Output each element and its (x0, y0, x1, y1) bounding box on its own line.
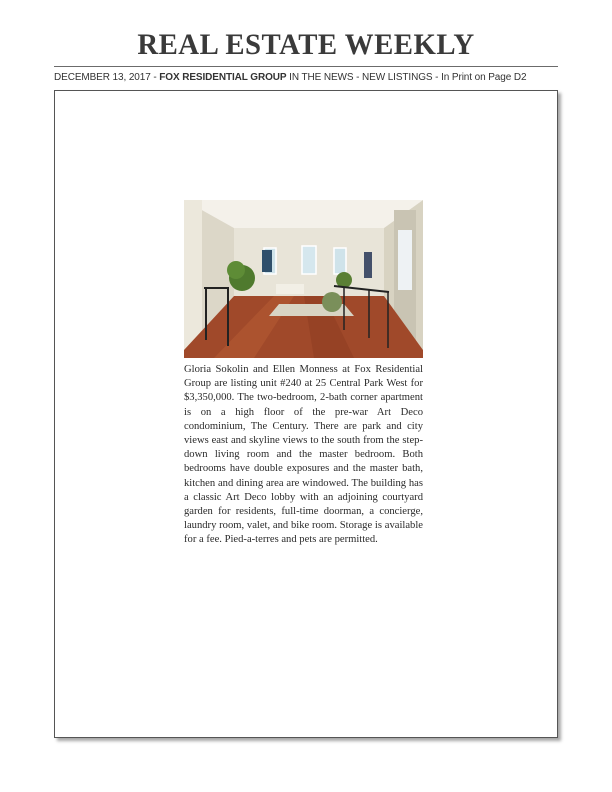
dateline-company: FOX RESIDENTIAL GROUP (159, 72, 287, 83)
masthead-rule (54, 66, 558, 67)
article-body: Gloria Sokolin and Ellen Monness at Fox Residential Group are listing unit #240 at 25 Central Park West for $3,350,000. The two-bedroom, 2-bath corner apartment is on a high floor of the pre-war Art Deco condominium, The Century. There are park and city views east and skyline views to the south from the step-down living room and the master bedroom. Both bedrooms have double exposures and the master bath, kitchen and dining area are windowed. The building has a classic Art Deco lobby with an adjoining courtyard garden for residents, full-time doorman, a concierge, laundry room, valet, and bike room. Storage is available for a fee. Pied-a-terres and pets are permitted. (184, 364, 423, 546)
dateline (54, 72, 558, 83)
masthead-title: REAL ESTATE WEEKLY (137, 28, 475, 61)
dateline-rest: IN THE NEWS - NEW LISTINGS - In Print on Page D2 (286, 72, 527, 83)
apartment-photo (184, 200, 423, 358)
dateline-date: DECEMBER 13, 2017 - (54, 72, 160, 83)
